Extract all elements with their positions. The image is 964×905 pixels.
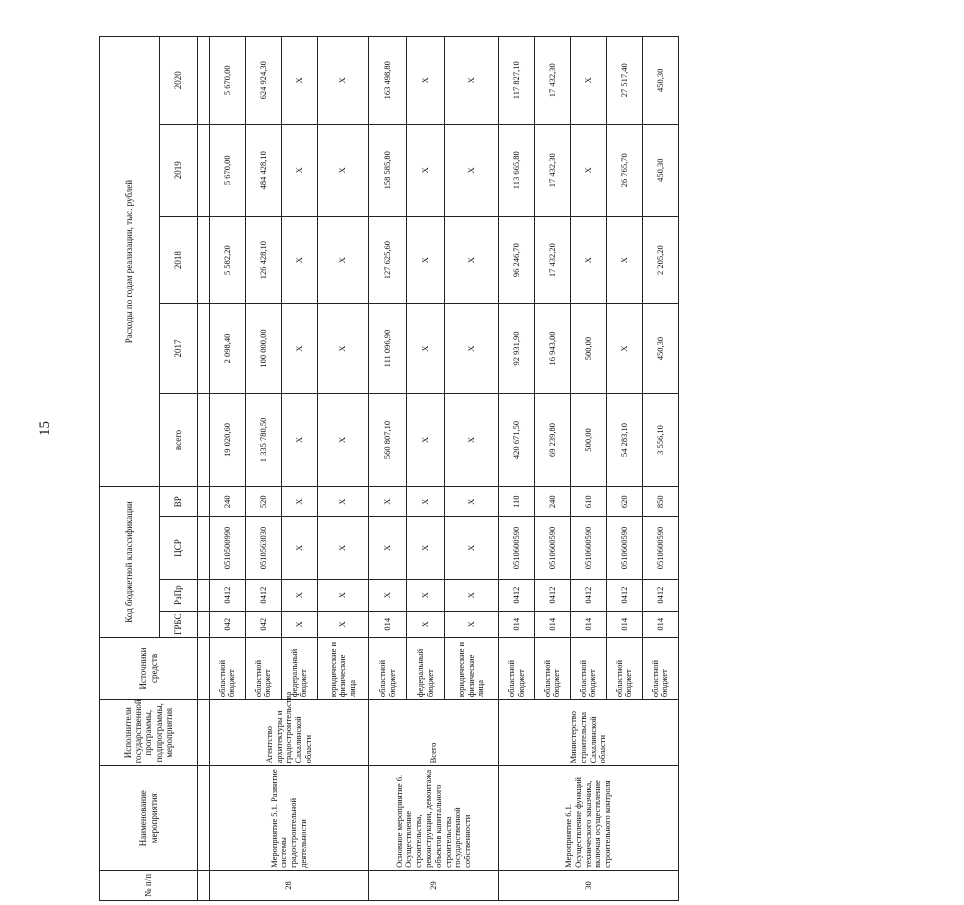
cell-total: 1 335 780,50 (245, 393, 281, 486)
cell-rzpr: X (281, 579, 317, 611)
cell-csr: 0510600590 (534, 517, 570, 579)
cell-rzpr: 0412 (499, 579, 535, 611)
cell-rzpr: 0412 (570, 579, 606, 611)
cell-y2018: 126 428,10 (245, 216, 281, 303)
cell-source: областной бюджет (369, 637, 407, 699)
header-spacer (198, 611, 210, 637)
cell-source: федеральный бюджет (407, 637, 445, 699)
cell-y2019: X (444, 124, 498, 216)
cell-total: 560 807,10 (369, 393, 407, 486)
cell-grbs: 014 (369, 611, 407, 637)
cell-rzpr: 0412 (534, 579, 570, 611)
cell-rzpr: X (444, 579, 498, 611)
cell-y2017: 92 931,90 (499, 304, 535, 393)
header-code-group: Код бюджетной классификации (100, 487, 160, 638)
cell-csr: 0510600590 (499, 517, 535, 579)
cell-y2019: 113 665,80 (499, 124, 535, 216)
header-spacer (198, 124, 210, 216)
cell-y2017: X (444, 304, 498, 393)
header-2019: 2019 (160, 124, 198, 216)
cell-rzpr: X (369, 579, 407, 611)
cell-y2019: 158 585,80 (369, 124, 407, 216)
cell-total: 3 556,10 (642, 393, 678, 486)
header-rzpr: РзПр (160, 579, 198, 611)
cell-csr: 0510600590 (570, 517, 606, 579)
activity-name: Мероприятие 6.1. Осуществление функций технического заказчика, включая осуществление строительного контроля (499, 766, 679, 870)
cell-y2019: 26 765,70 (606, 124, 642, 216)
cell-csr: X (317, 517, 369, 579)
cell-total: 420 671,50 (499, 393, 535, 486)
cell-grbs: X (317, 611, 369, 637)
header-source: Источники средств (100, 637, 198, 699)
cell-y2020: X (281, 37, 317, 125)
table-body (210, 37, 679, 901)
cell-y2020: 17 432,30 (534, 37, 570, 125)
cell-y2020: 117 827,10 (499, 37, 535, 125)
cell-y2017: 100 000,00 (245, 304, 281, 393)
table-row (210, 37, 246, 901)
cell-y2020: X (570, 37, 606, 125)
header-2018: 2018 (160, 216, 198, 303)
cell-grbs: X (281, 611, 317, 637)
header-spacer (198, 766, 210, 870)
cell-source: областной бюджет (499, 637, 535, 699)
cell-y2020: 163 498,80 (369, 37, 407, 125)
budget-table (99, 36, 679, 901)
cell-y2019: 450,30 (642, 124, 678, 216)
cell-vr: X (281, 487, 317, 517)
cell-y2018: X (606, 216, 642, 303)
cell-y2018: X (281, 216, 317, 303)
header-expenses-group: Расходы по годам реализации, тыс. рублей (100, 37, 160, 487)
cell-y2018: 96 246,70 (499, 216, 535, 303)
header-2020: 2020 (160, 37, 198, 125)
activity-name: Основное мероприятие 6. Осуществление строительства, реконструкции, демонтажа объектов капитального строительства государственной собственности (369, 766, 499, 870)
activity-name: Мероприятие 5.1. Развитие системы градостроительной деятельности (210, 766, 369, 870)
cell-y2018: 17 432,20 (534, 216, 570, 303)
cell-rzpr: X (407, 579, 445, 611)
cell-total: 500,00 (570, 393, 606, 486)
cell-vr: 110 (499, 487, 535, 517)
cell-source: областной бюджет (606, 637, 642, 699)
cell-rzpr: 0412 (606, 579, 642, 611)
cell-y2017: 111 096,90 (369, 304, 407, 393)
cell-total: 54 283,10 (606, 393, 642, 486)
cell-rzpr: 0412 (210, 579, 246, 611)
table-row (499, 37, 535, 901)
header-csr: ЦСР (160, 517, 198, 579)
header-grbs: ГРБС (160, 611, 198, 637)
table-row (369, 37, 407, 901)
cell-csr: 0510500990 (210, 517, 246, 579)
header-2017: 2017 (160, 304, 198, 393)
cell-csr: X (281, 517, 317, 579)
cell-source: юридические и физические лица (317, 637, 369, 699)
cell-source: областной бюджет (642, 637, 678, 699)
header-spacer (198, 700, 210, 766)
cell-y2019: X (407, 124, 445, 216)
cell-total: 19 020,60 (210, 393, 246, 486)
cell-y2018: X (570, 216, 606, 303)
executor-name: Министерство строительства Сахалинской области (499, 700, 679, 766)
cell-csr: X (407, 517, 445, 579)
cell-rzpr: 0412 (245, 579, 281, 611)
cell-csr: 0510600590 (606, 517, 642, 579)
executor-name: Агентство архитектуры и градостроительства Сахалинской области (210, 700, 369, 766)
cell-source: областной бюджет (570, 637, 606, 699)
cell-source: областной бюджет (210, 637, 246, 699)
cell-grbs: X (444, 611, 498, 637)
row-number: 28 (210, 870, 369, 900)
cell-y2017: X (317, 304, 369, 393)
cell-grbs: 014 (499, 611, 535, 637)
cell-vr: 610 (570, 487, 606, 517)
cell-vr: X (317, 487, 369, 517)
cell-y2020: X (444, 37, 498, 125)
header-spacer (198, 487, 210, 517)
cell-source: юридические и физические лица (444, 637, 498, 699)
cell-grbs: 042 (245, 611, 281, 637)
executor-name: Всего (369, 700, 499, 766)
cell-y2019: 17 432,30 (534, 124, 570, 216)
cell-y2018: X (407, 216, 445, 303)
cell-y2018: X (317, 216, 369, 303)
cell-rzpr: X (317, 579, 369, 611)
page-number: 15 (37, 421, 53, 436)
cell-source: федеральный бюджет (281, 637, 317, 699)
cell-vr: X (444, 487, 498, 517)
cell-y2018: X (444, 216, 498, 303)
cell-vr: X (369, 487, 407, 517)
cell-y2020: X (317, 37, 369, 125)
header-spacer (198, 579, 210, 611)
cell-vr: X (407, 487, 445, 517)
cell-total: X (317, 393, 369, 486)
header-spacer (198, 393, 210, 486)
cell-y2018: 127 625,60 (369, 216, 407, 303)
cell-y2019: X (281, 124, 317, 216)
cell-y2017: X (281, 304, 317, 393)
cell-y2017: X (606, 304, 642, 393)
rotated-table-container (99, 61, 964, 901)
header-spacer (198, 216, 210, 303)
cell-vr: 850 (642, 487, 678, 517)
header-executor: Исполнители государственной программы, подпрограммы, мероприятия (100, 700, 198, 766)
header-spacer (198, 870, 210, 900)
cell-rzpr: 0412 (642, 579, 678, 611)
cell-y2017: 450,30 (642, 304, 678, 393)
header-vr: ВР (160, 487, 198, 517)
cell-source: областной бюджет (534, 637, 570, 699)
header-total: всего (160, 393, 198, 486)
header-num: № п/п (100, 870, 198, 900)
cell-y2017: X (407, 304, 445, 393)
cell-csr: 0510600590 (642, 517, 678, 579)
cell-csr: 0510563030 (245, 517, 281, 579)
cell-csr: X (444, 517, 498, 579)
row-number: 29 (369, 870, 499, 900)
cell-y2020: X (407, 37, 445, 125)
header-name: Наименование мероприятия (100, 766, 198, 870)
cell-grbs: 014 (642, 611, 678, 637)
cell-source: областной бюджет (245, 637, 281, 699)
cell-vr: 240 (534, 487, 570, 517)
cell-y2017: 2 098,40 (210, 304, 246, 393)
cell-total: X (444, 393, 498, 486)
cell-y2019: 5 670,00 (210, 124, 246, 216)
cell-y2019: 484 428,10 (245, 124, 281, 216)
row-number: 30 (499, 870, 679, 900)
header-spacer (198, 304, 210, 393)
cell-grbs: 014 (606, 611, 642, 637)
header-spacer (198, 37, 210, 125)
cell-total: 69 239,80 (534, 393, 570, 486)
header-spacer (198, 517, 210, 579)
cell-y2019: X (570, 124, 606, 216)
cell-y2020: 624 924,30 (245, 37, 281, 125)
cell-y2018: 5 582,20 (210, 216, 246, 303)
cell-grbs: X (407, 611, 445, 637)
cell-total: X (407, 393, 445, 486)
cell-vr: 520 (245, 487, 281, 517)
cell-vr: 620 (606, 487, 642, 517)
cell-y2020: 27 517,40 (606, 37, 642, 125)
cell-y2019: X (317, 124, 369, 216)
cell-grbs: 014 (534, 611, 570, 637)
header-spacer (198, 637, 210, 699)
cell-y2017: 16 943,00 (534, 304, 570, 393)
cell-csr: X (369, 517, 407, 579)
cell-y2017: 500,00 (570, 304, 606, 393)
cell-y2020: 450,30 (642, 37, 678, 125)
cell-vr: 240 (210, 487, 246, 517)
cell-total: X (281, 393, 317, 486)
cell-y2018: 2 205,20 (642, 216, 678, 303)
cell-grbs: 042 (210, 611, 246, 637)
cell-grbs: 014 (570, 611, 606, 637)
cell-y2020: 5 670,00 (210, 37, 246, 125)
